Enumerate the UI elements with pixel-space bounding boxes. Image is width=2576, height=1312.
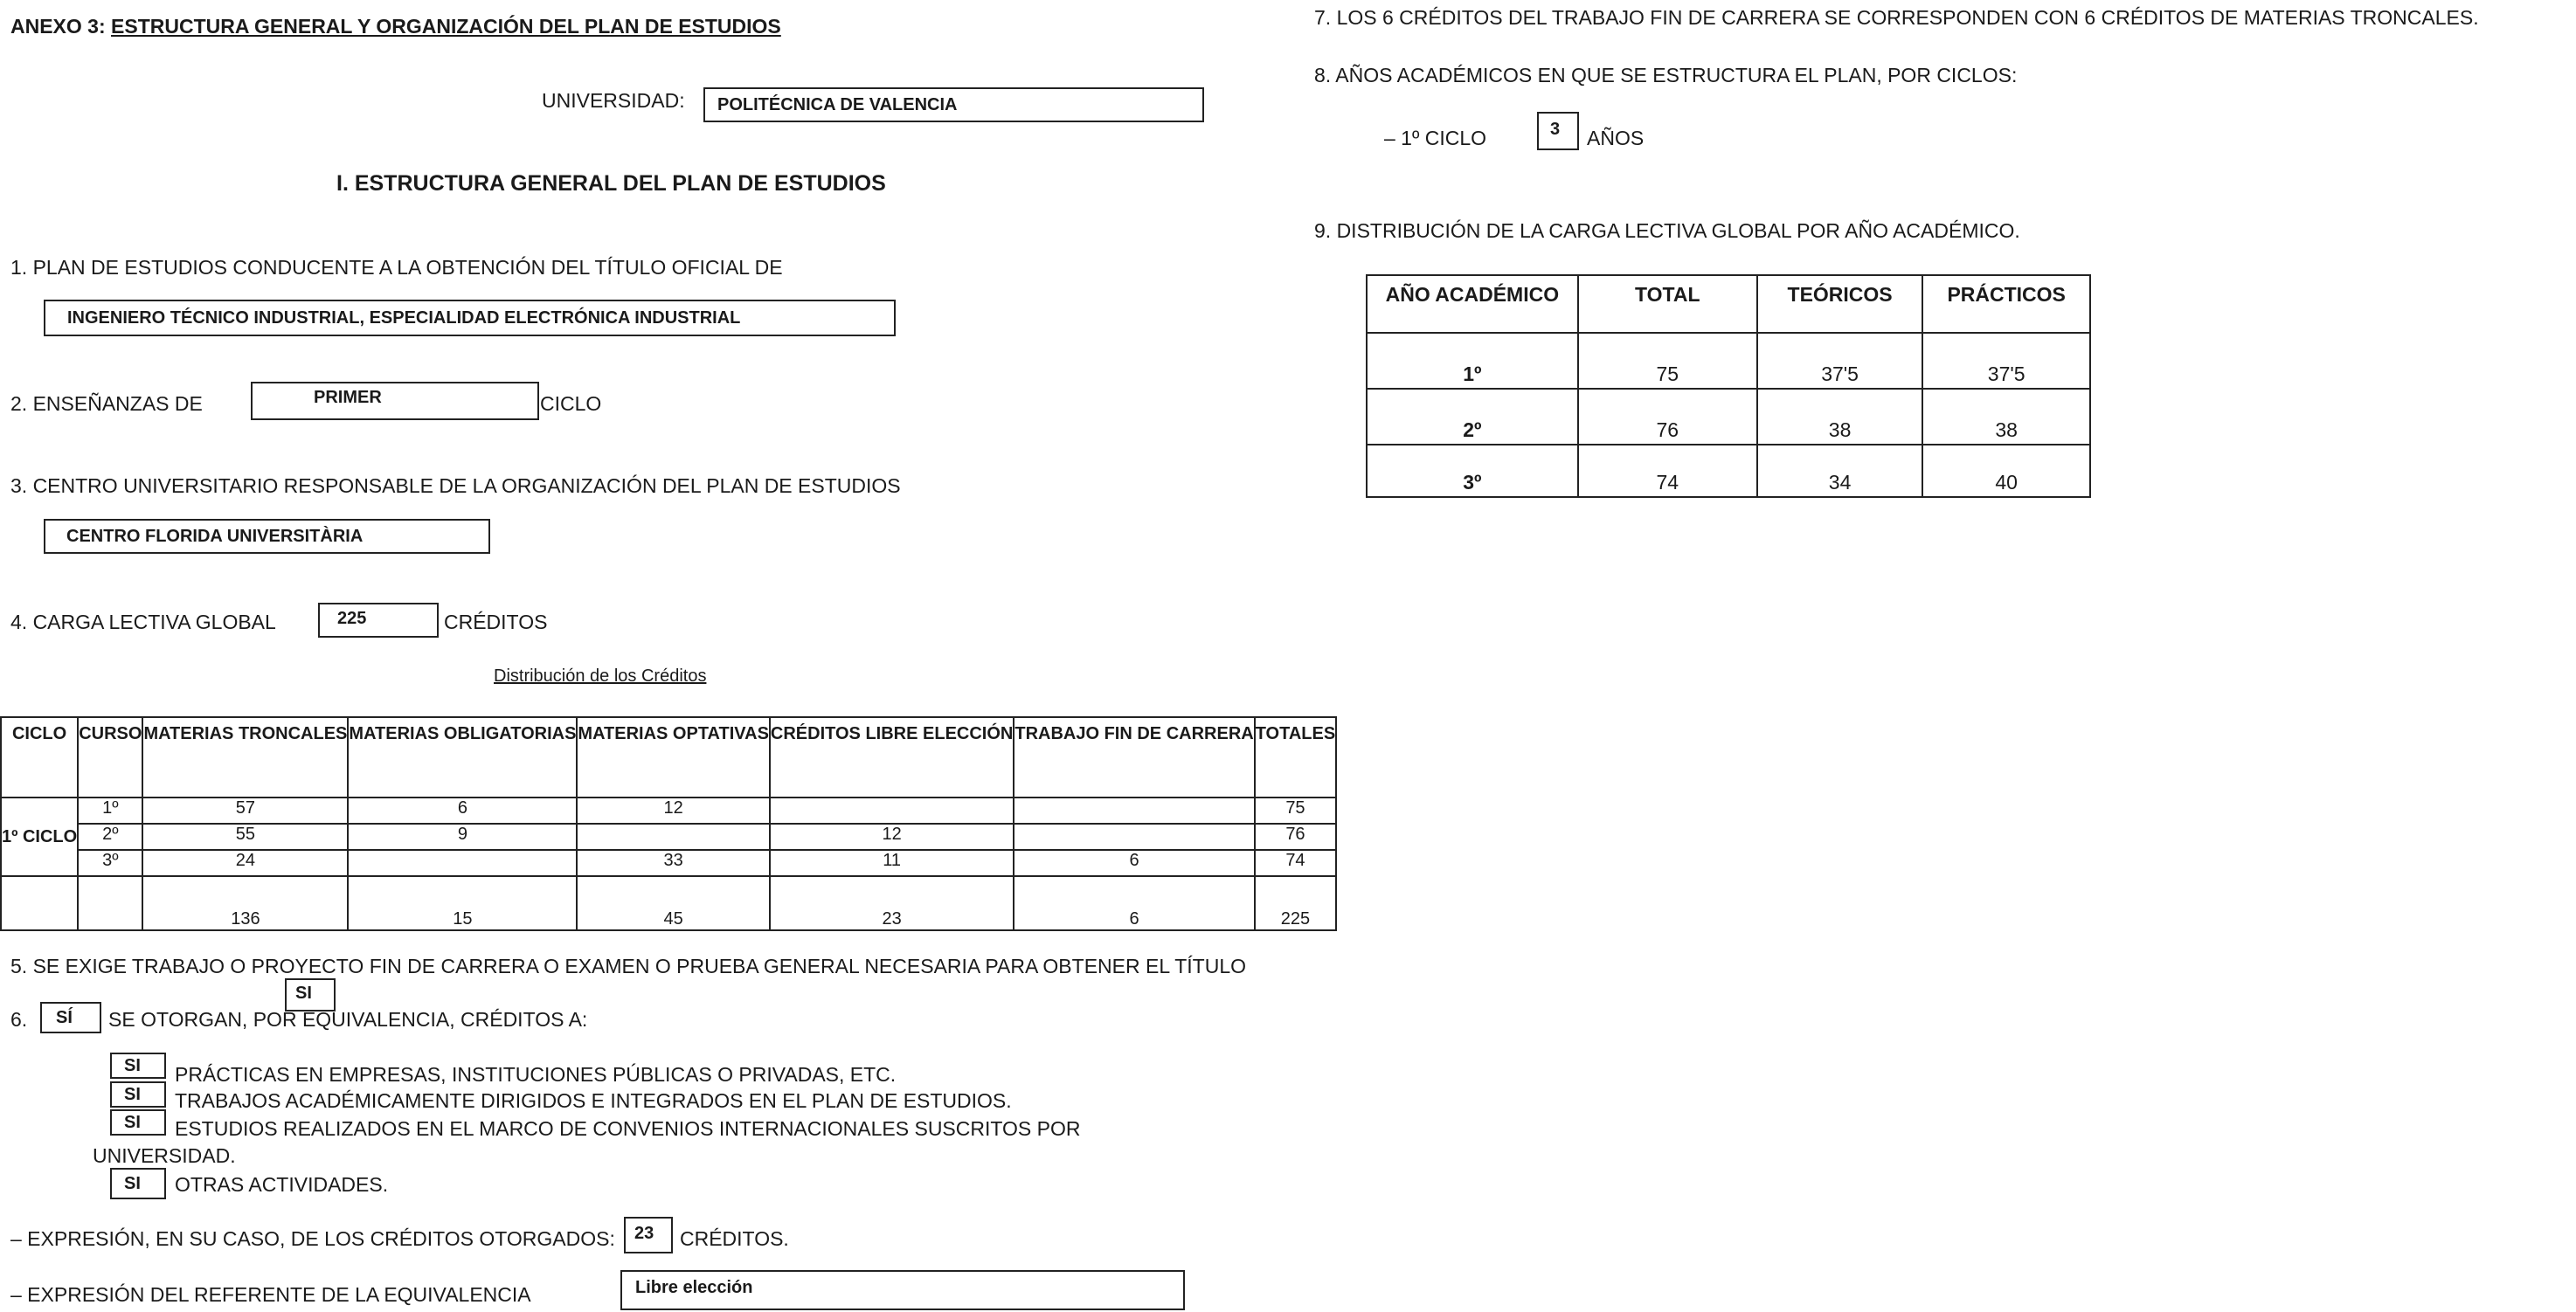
obligatorias-cell [348, 850, 577, 876]
table-row [1367, 333, 2090, 389]
convenios-label-cont: UNIVERSIDAD. [93, 1144, 236, 1167]
item8-cycle-label: – 1º CICLO [1384, 127, 1487, 149]
total-cell: 74 [1578, 445, 1757, 497]
table-sum-row [1, 876, 1336, 930]
curso-cell: 2º [78, 824, 142, 850]
equivalence-value: SÍ [56, 1008, 73, 1027]
col-curso: CURSO [78, 717, 142, 798]
item2-suffix: CICLO [540, 392, 602, 415]
equivalence-reference-field [620, 1270, 1185, 1310]
col-obligatorias: MATERIAS OBLIGATORIAS [348, 717, 577, 798]
convenios-label: ESTUDIOS REALIZADOS EN EL MARCO DE CONVENIOS INTERNACIONALES SUSCRITOS POR [175, 1117, 1081, 1140]
annex-heading [10, 14, 781, 38]
sum-ciclo-cell [1, 876, 78, 930]
trabajo-cell [1014, 798, 1254, 824]
totales-cell: 74 [1255, 850, 1336, 876]
optativas-cell [577, 824, 770, 850]
equivalence-field [40, 1002, 101, 1033]
col-optativas: MATERIAS OPTATIVAS [577, 717, 770, 798]
otras-value: SI [124, 1174, 141, 1193]
distribution-table [0, 716, 1337, 931]
years-field [1537, 112, 1579, 150]
optativas-cell: 12 [577, 798, 770, 824]
item5-label: 5. SE EXIGE TRABAJO O PROYECTO FIN DE CARRERA O EXAMEN O PRUEBA GENERAL NECESARIA PARA OBTENER EL TÍTULO [10, 955, 1247, 977]
table-row [1367, 389, 2090, 445]
university-label: UNIVERSIDAD: [542, 89, 685, 112]
troncales-cell: 57 [142, 798, 348, 824]
trabajo-cell [1014, 824, 1254, 850]
credits-granted-value: 23 [634, 1224, 654, 1243]
final-project-value: SI [295, 984, 312, 1003]
item1-label: 1. PLAN DE ESTUDIOS CONDUCENTE A LA OBTENCIÓN DEL TÍTULO OFICIAL DE [10, 256, 783, 279]
expresion1-suffix: CRÉDITOS. [680, 1227, 789, 1250]
trabajos-field [110, 1081, 166, 1108]
sum-trabajo-cell: 6 [1014, 876, 1254, 930]
troncales-cell: 24 [142, 850, 348, 876]
ciclo-cell: 1º CICLO [1, 798, 78, 876]
load-header-row [1367, 275, 2090, 333]
university-value: POLITÉCNICA DE VALENCIA [717, 95, 958, 114]
sum-curso-cell [78, 876, 142, 930]
load-table [1366, 274, 2091, 498]
teoricos-cell: 37'5 [1757, 333, 1923, 389]
practicos-cell: 38 [1922, 389, 2090, 445]
sum-optativas-cell: 45 [577, 876, 770, 930]
total-cell: 76 [1578, 389, 1757, 445]
credits-field [318, 603, 439, 638]
optativas-cell: 33 [577, 850, 770, 876]
col-teoricos: TEÓRICOS [1757, 275, 1923, 333]
totales-cell: 76 [1255, 824, 1336, 850]
item9-label: 9. DISTRIBUCIÓN DE LA CARGA LECTIVA GLOBAL POR AÑO ACADÉMICO. [1314, 219, 2020, 242]
practicas-value: SI [124, 1056, 141, 1075]
item6-label: SE OTORGAN, POR EQUIVALENCIA, CRÉDITOS A: [108, 1008, 588, 1031]
trabajos-value: SI [124, 1085, 141, 1104]
practicas-label: PRÁCTICAS EN EMPRESAS, INSTITUCIONES PÚBLICAS O PRIVADAS, ETC. [175, 1063, 897, 1086]
obligatorias-cell: 9 [348, 824, 577, 850]
degree-title-value: INGENIERO TÉCNICO INDUSTRIAL, ESPECIALIDAD ELECTRÓNICA INDUSTRIAL [67, 308, 741, 328]
curso-cell: 1º [78, 798, 142, 824]
distribution-title: Distribución de los Créditos [494, 666, 707, 686]
item3-label: 3. CENTRO UNIVERSITARIO RESPONSABLE DE LA ORGANIZACIÓN DEL PLAN DE ESTUDIOS [10, 474, 901, 497]
item7-label: 7. LOS 6 CRÉDITOS DEL TRABAJO FIN DE CARRERA SE CORRESPONDEN CON 6 CRÉDITOS DE MATERIAS TRONCALES. [1314, 6, 2479, 29]
credits-granted-field [624, 1217, 673, 1253]
practicos-cell: 40 [1922, 445, 2090, 497]
libre-cell [770, 798, 1014, 824]
center-field [44, 519, 490, 554]
item6-number: 6. [10, 1008, 28, 1031]
convenios-value: SI [124, 1113, 141, 1132]
troncales-cell: 55 [142, 824, 348, 850]
annex-prefix: ANEXO 3: [10, 15, 112, 38]
teoricos-cell: 38 [1757, 389, 1923, 445]
sum-libre-cell: 23 [770, 876, 1014, 930]
practicos-cell: 37'5 [1922, 333, 2090, 389]
expresion2-label: – EXPRESIÓN DEL REFERENTE DE LA EQUIVALENCIA [10, 1283, 531, 1306]
cycle-value: PRIMER [314, 388, 382, 407]
curso-cell: 3º [78, 850, 142, 876]
total-cell: 75 [1578, 333, 1757, 389]
year-cell: 3º [1367, 445, 1578, 497]
col-troncales: MATERIAS TRONCALES [142, 717, 348, 798]
teoricos-cell: 34 [1757, 445, 1923, 497]
item4-label: 4. CARGA LECTIVA GLOBAL [10, 611, 276, 633]
equivalence-reference-value: Libre elección [635, 1278, 753, 1297]
otras-field [110, 1168, 166, 1199]
item4-suffix: CRÉDITOS [444, 611, 548, 633]
cycle-field [251, 382, 539, 420]
col-totales: TOTALES [1255, 717, 1336, 798]
libre-cell: 12 [770, 824, 1014, 850]
sum-totales-cell: 225 [1255, 876, 1336, 930]
credits-value: 225 [337, 609, 367, 628]
practicas-field [110, 1053, 166, 1079]
item8-suffix: AÑOS [1587, 127, 1645, 149]
center-value: CENTRO FLORIDA UNIVERSITÀRIA [66, 527, 364, 546]
col-trabajo-fin: TRABAJO FIN DE CARRERA [1014, 717, 1254, 798]
trabajo-cell: 6 [1014, 850, 1254, 876]
table-row [1, 850, 1336, 876]
degree-title-field [44, 300, 896, 336]
item8-label: 8. AÑOS ACADÉMICOS EN QUE SE ESTRUCTURA EL PLAN, POR CICLOS: [1314, 64, 2018, 86]
sum-troncales-cell: 136 [142, 876, 348, 930]
year-cell: 1º [1367, 333, 1578, 389]
col-ciclo: CICLO [1, 717, 78, 798]
libre-cell: 11 [770, 850, 1014, 876]
years-value: 3 [1550, 120, 1561, 139]
item2-label: 2. ENSEÑANZAS DE [10, 392, 203, 415]
col-practicos: PRÁCTICOS [1922, 275, 2090, 333]
year-cell: 2º [1367, 389, 1578, 445]
col-libre-eleccion: CRÉDITOS LIBRE ELECCIÓN [770, 717, 1014, 798]
credits-field-edge [437, 603, 439, 638]
distribution-header-row [1, 717, 1336, 798]
otras-label: OTRAS ACTIVIDADES. [175, 1173, 389, 1196]
university-field [703, 87, 1204, 122]
table-row [1, 824, 1336, 850]
annex-title: ESTRUCTURA GENERAL Y ORGANIZACIÓN DEL PLAN DE ESTUDIOS [111, 15, 781, 38]
expresion1-label: – EXPRESIÓN, EN SU CASO, DE LOS CRÉDITOS OTORGADOS: [10, 1227, 615, 1250]
convenios-field [110, 1109, 166, 1136]
trabajos-label: TRABAJOS ACADÉMICAMENTE DIRIGIDOS E INTEGRADOS EN EL PLAN DE ESTUDIOS. [175, 1089, 1012, 1112]
col-total: TOTAL [1578, 275, 1757, 333]
obligatorias-cell: 6 [348, 798, 577, 824]
section-title: I. ESTRUCTURA GENERAL DEL PLAN DE ESTUDIOS [336, 171, 886, 196]
totales-cell: 75 [1255, 798, 1336, 824]
sum-obligatorias-cell: 15 [348, 876, 577, 930]
col-ano: AÑO ACADÉMICO [1367, 275, 1578, 333]
table-row [1367, 445, 2090, 497]
table-row [1, 798, 1336, 824]
